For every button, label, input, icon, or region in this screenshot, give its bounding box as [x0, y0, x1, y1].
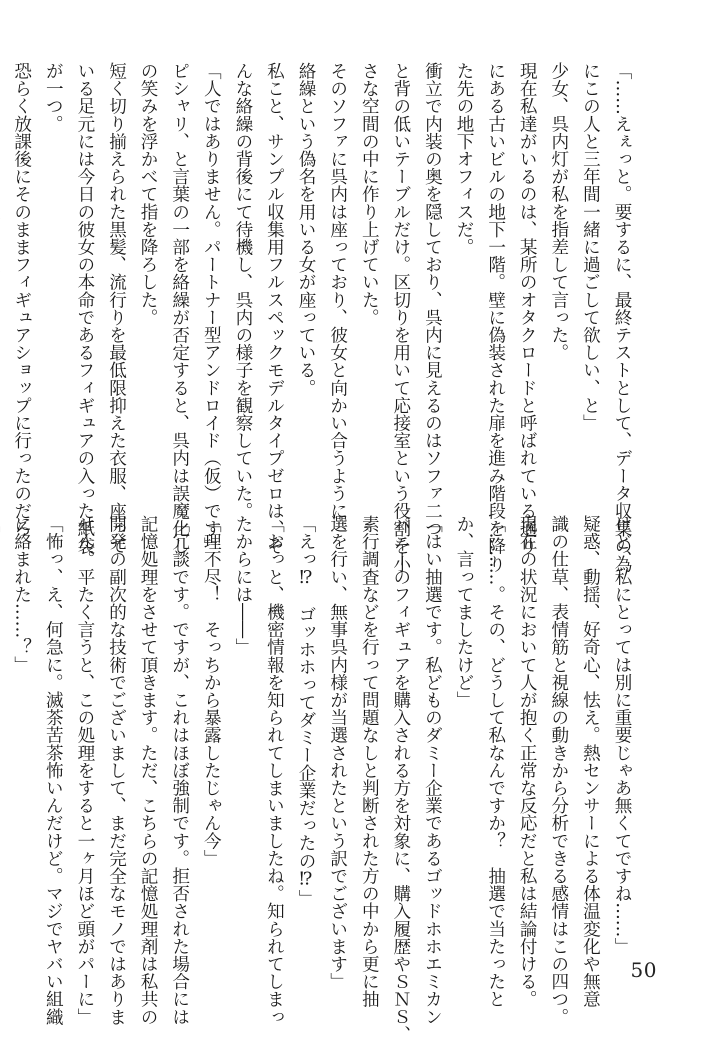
text-line: 衝立で内装の奥を隠しており、呉内に見えるのはソファ二つ	[422, 62, 443, 538]
text-line: 「………。その、どうして私なんですか？ 抽選で当たったと	[485, 515, 506, 1008]
text-line: 「はい抽選です。私どものダミー企業であるゴッドホホエミカン	[422, 515, 443, 1026]
text-line: にある古いビルの地下一階。壁に偽装された扉を進み階段を降り	[485, 62, 506, 573]
text-line: そのソファに呉内は座っており、彼女と向かい合うように	[327, 62, 348, 520]
text-line: パニーのフィギュアを購入される方を対象に、購入履歴やＳＮＳ、	[390, 515, 411, 1043]
text-line: か、言ってましたけど」	[454, 515, 475, 709]
text-line: 絡繰という偽名を用いる女が座っている。	[296, 62, 317, 397]
text-line: けど、私にとっては別に重要じゃあ無くてですね……」	[612, 515, 632, 955]
text-line: たからには――」	[232, 515, 253, 656]
text-line: 現在私達がいるのは、某所のオタクロードと呼ばれている通り	[517, 62, 538, 555]
bottom-text-block	[11, 515, 637, 1043]
text-line: が一つ。	[43, 62, 64, 133]
text-line: ピシャリ、と言葉の一部を絡繰が否定すると、呉内は誤魔化し	[169, 62, 190, 555]
text-line	[0, 62, 5, 494]
text-line: 「冗談です。ですが、これはほぼ強制です。拒否された場合には	[169, 515, 190, 1026]
text-line: 「人ではありません。パートナー型アンドロイド（仮）です」	[201, 62, 222, 555]
text-line: 「怖っ、え、何急に。滅茶苦茶怖いんだけど。マジでヤバい組織	[43, 515, 64, 1026]
text-line: 「理不尽！ そっちから暴露したじゃん今」	[201, 515, 222, 867]
text-line: の笑みを浮かべて指を降ろした。	[138, 62, 159, 326]
text-line: 素行調査などを行って問題なしと判断された方の中から更に抽	[359, 515, 380, 1008]
text-line: 「えっ⁉ ゴッホホってダミー企業だったの⁉」	[296, 515, 317, 907]
page-number: 50	[630, 958, 657, 982]
text-line: 選を行い、無事呉内様が当選されたという訳でございます」	[327, 515, 348, 991]
text-line: 記憶処理をさせて頂きます。ただ、こちらの記憶処理剤は私共の	[138, 515, 159, 1026]
text-line: んな絡繰の背後にて待機し、呉内の様子を観察していた。	[232, 62, 253, 520]
text-line: 現在の状況において人が抱く正常な反応だと私は結論付ける。	[517, 515, 538, 1008]
text-line: 恐らく放課後にそのままフィギュアショップに行ったのだろ	[11, 62, 32, 538]
text-line: 短く切り揃えられた黒髪、流行りを最低限抑えた衣服、座って	[106, 62, 127, 555]
text-line: にこの人と三年間一緒に過ごして欲しい、と」	[580, 62, 601, 432]
text-line: た先の地下オフィスだ。	[454, 62, 475, 256]
top-text-block	[11, 62, 637, 573]
text-line: に絡まれた……？」	[11, 515, 32, 674]
text-line: いる足元には今日の彼女の本命であるフィギュアの入った紙袋	[74, 62, 95, 555]
text-line: 「おっと、機密情報を知られてしまいましたね。知られてしまっ	[264, 515, 285, 1026]
text-line: 私こと、サンプル収集用フルスペックモデルタイプゼロは、そ	[264, 62, 285, 555]
text-line: 識の仕草、表情筋と視線の動きから分析できる感情はこの四つ。	[548, 515, 569, 1026]
text-line: 開発の副次的な技術でございまして、まだ完全なモノではありま	[106, 515, 127, 1026]
text-line: と背の低いテーブルだけ。区切りを用いて応接室という役割を小	[390, 62, 411, 573]
text-line: さな空間の中に作り上げていた。	[359, 62, 380, 326]
text-line	[0, 515, 5, 947]
text-line: 「……えぇっと。要するに、最終テストとして、データ収集の為	[612, 62, 632, 573]
text-line: 少女、呉内灯が私を指差して言った。	[548, 62, 569, 362]
text-line: せん。平たく言うと、この処理をすると一ヶ月ほど頭がパーに」	[74, 515, 95, 1026]
text-line: 疑惑、動揺、好奇心、怯え。熱センサーによる体温変化や無意	[580, 515, 601, 1008]
